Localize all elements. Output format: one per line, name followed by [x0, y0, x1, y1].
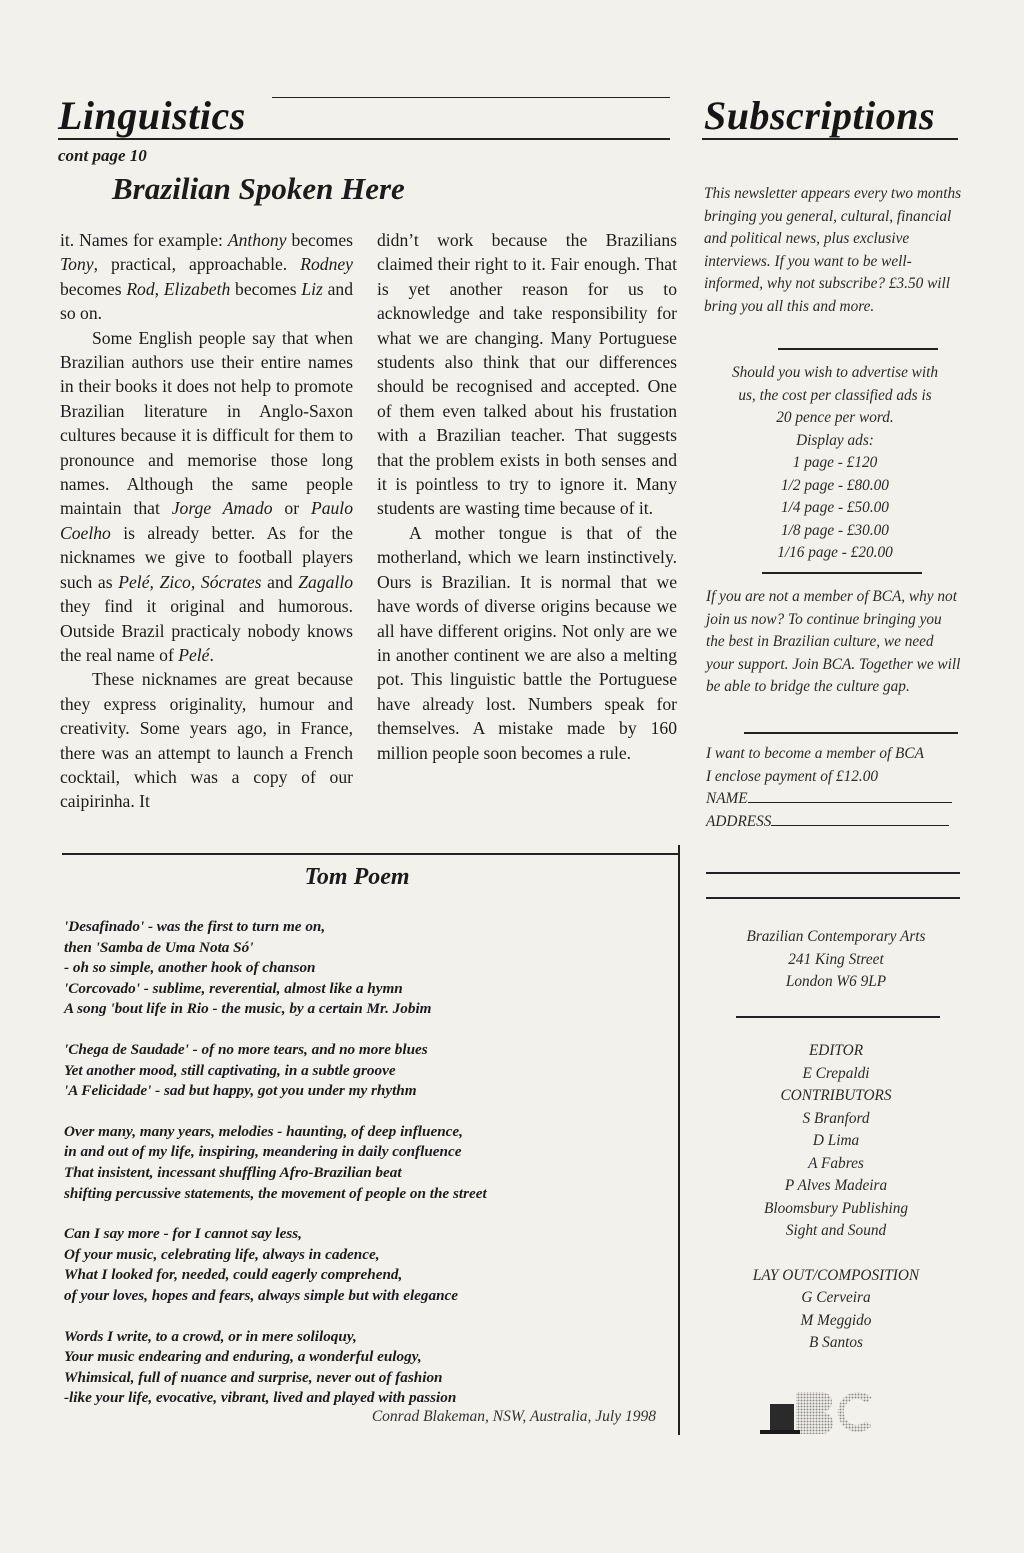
bca-logo: [752, 1384, 892, 1436]
contributors-heading: CONTRIBUTORS: [780, 1087, 892, 1104]
contributor-name: A Fabres: [808, 1154, 864, 1172]
form-address-row[interactable]: [706, 811, 962, 834]
form-payment-text: I enclose payment of £12.00: [706, 767, 879, 785]
advertise-info: [700, 362, 970, 565]
layout-name: M Meggido: [800, 1311, 872, 1329]
editor-heading: EDITOR: [808, 1042, 864, 1059]
layout-name: B Santos: [809, 1334, 863, 1351]
member-pitch: If you are not a member of BCA, why not join us now? To continue bringing you the best in Brazilian culture, we need your support. Join BCA. Together we will be able to bridge the culture gap.: [706, 588, 961, 695]
form-join-text: I want to become a member of BCA: [706, 745, 924, 762]
poem-line: That insistent, incessant shuffling Afro-Brazilian beat: [64, 1163, 402, 1181]
article-paragraph: A mother tongue is that of the motherland, which we learn instinctively. Ours is Brazilian. It is normal that we have words of diverse origins because we all have different origins. Not only are we in another continent we are also a melting pot. This linguistic battle the Portuguese have already lost. Numbers speak for themselves. A mistake made by 160 million people soon becomes a rule.: [377, 522, 677, 763]
section-title-linguistics: Linguistics: [58, 93, 246, 138]
article-paragraph: it. Names for example: Anthony becomes Tony, practical, approachable. Rodney becomes Rod, Elizabeth becomes Liz and so on.: [60, 230, 354, 324]
poem-line: Of your music, celebrating life, always in cadence,: [64, 1245, 380, 1263]
ad-rate: 1/4 page - £50.00: [781, 499, 889, 516]
ad-rate: 1 page - £120: [792, 454, 878, 471]
divider: [778, 348, 938, 350]
advertise-line: us, the cost per classified ads is: [738, 386, 932, 404]
address-line: 241 King Street: [788, 950, 884, 968]
editor-name: E Crepaldi: [802, 1064, 870, 1082]
divider: [762, 572, 922, 574]
advertise-line: Should you wish to advertise with: [731, 364, 939, 381]
poem-title: Tom Poem: [304, 864, 410, 890]
layout-heading: LAY OUT/COMPOSITION: [752, 1266, 920, 1284]
poem-box-top-rule: [62, 853, 678, 855]
article-paragraph: didn’t work because the Brazilians claimed their right to it. Fair enough. That is yet another reason for us to acknowledge and take responsibility for what we are changing. Many Portuguese students also think that our differences should be recognised and accepted. One of them even talked about his frustation with a Brazilian teacher. That suggests that the problem exists in both senses and it is pointless to try to ignore it. Many students are wasting time because of it.: [377, 230, 677, 519]
poem-line: Your music endearing and enduring, a wonderful eulogy,: [64, 1348, 422, 1366]
address-field[interactable]: [771, 811, 949, 826]
poem-stanza: [64, 1122, 669, 1204]
poem-line: Can I say more - for I cannot say less,: [64, 1225, 302, 1243]
contributor-name: Bloomsbury Publishing: [763, 1199, 909, 1217]
poem-stanza: [64, 1224, 669, 1306]
poem-stanza: [64, 1040, 669, 1102]
poem-stanza: [64, 1327, 669, 1409]
address-field-line-2[interactable]: [706, 872, 960, 874]
poem-line: Over many, many years, melodies - haunting, of deep influence,: [64, 1122, 463, 1140]
header-bottom-rule: [58, 138, 670, 140]
advertise-line: 20 pence per word.: [776, 409, 894, 426]
poem-line: A song 'bout life in Rio - the music, by a certain Mr. Jobim: [64, 1000, 432, 1018]
ad-rate: 1/8 page - £30.00: [781, 521, 889, 539]
poem-body: [64, 917, 669, 1429]
article-paragraph: Some English people say that when Brazilian authors use their entire names in their books it does not help to promote Brazilian literature in Anglo-Saxon cultures because it is difficult for them to pronounce and memorise those long names. Although the same people maintain that Jorge Amado or Paulo Coelho is already better. As for the nicknames we give to football players such as Pelé, Zico, Sócrates and Zagallo they find it original and humorous. Outside Brazil practicaly nobody knows the real name of Pelé.: [60, 327, 354, 665]
bca-address: [700, 926, 972, 994]
contributor-name: Sight and Sound: [785, 1222, 887, 1239]
form-name-row[interactable]: [706, 788, 962, 811]
poem-line: in and out of my life, inspiring, meandering in daily confluence: [64, 1143, 462, 1161]
poem-line: Words I write, to a crowd, or in mere soliloquy,: [64, 1327, 357, 1345]
header-top-rule: [272, 97, 670, 98]
address-label: ADDRESS: [706, 812, 772, 830]
poem-line: 'Desafinado' - was the first to turn me on,: [64, 918, 326, 935]
name-label: NAME: [706, 790, 748, 807]
address-field-line-3[interactable]: [706, 897, 960, 899]
layout-name: G Cerveira: [801, 1289, 871, 1306]
contributor-name: P Alves Madeira: [784, 1177, 888, 1194]
poem-line: Yet another mood, still captivating, in a subtle groove: [64, 1061, 396, 1079]
contributor-name: S Branford: [802, 1109, 870, 1127]
article-column-right: [377, 228, 677, 765]
ad-rate: 1/16 page - £20.00: [777, 544, 893, 561]
article-paragraph: These nicknames are great because they express originality, humour and creativity. Some years ago, in France, there was an attempt to launch a French cocktail, which was a copy of our caipirinha. It: [60, 669, 353, 812]
poem-box-right-rule: [678, 845, 680, 1435]
poem-line: 'Chega de Saudade' - of no more tears, and no more blues: [64, 1040, 428, 1058]
name-field[interactable]: [748, 788, 952, 803]
ad-rate: 1/2 page - £80.00: [781, 476, 889, 494]
section-title-subscriptions: Subscriptions: [704, 93, 936, 138]
article-column-left: [60, 228, 353, 814]
bca-logo-mark: [752, 1384, 892, 1436]
article-headline: Brazilian Spoken Here: [112, 171, 405, 206]
subscriptions-rule: [702, 138, 958, 140]
poem-signature: Conrad Blakeman, NSW, Australia, July 1998: [371, 1408, 656, 1425]
divider: [736, 1016, 940, 1018]
address-line: Brazilian Contemporary Arts: [746, 928, 926, 945]
poem-line: of your loves, hopes and fears, always simple but with elegance: [64, 1286, 459, 1304]
display-ads-label: Display ads:: [796, 431, 874, 449]
poem-line: -like your life, evocative, vibrant, lived and played with passion: [64, 1389, 457, 1407]
subscription-intro: This newsletter appears every two months bringing you general, cultural, financial and political news, plus exclusive interviews. If you want to be well-informed, why not subscribe? £3.50 will bring you all this and more.: [704, 185, 962, 315]
divider: [744, 732, 958, 734]
contributor-name: D Lima: [812, 1132, 860, 1149]
poem-stanza: [64, 917, 669, 1020]
continued-note: cont page 10: [58, 146, 147, 165]
poem-line: 'A Felicidade' - sad but happy, got you under my rhythm: [64, 1082, 417, 1100]
membership-form: [706, 743, 962, 833]
poem-line: Whimsical, full of nuance and surprise, never out of fashion: [64, 1368, 443, 1386]
poem-line: shifting percussive statements, the movement of people on the street: [64, 1184, 487, 1202]
poem-line: - oh so simple, another hook of chanson: [64, 959, 316, 977]
poem-line: 'Corcovado' - sublime, reverential, almost like a hymn: [64, 979, 403, 997]
credits: [700, 1040, 972, 1355]
address-line: London W6 9LP: [785, 973, 887, 990]
poem-line: What I looked for, needed, could eagerly comprehend,: [64, 1266, 403, 1284]
poem-line: then 'Samba de Uma Nota Só': [64, 938, 254, 956]
